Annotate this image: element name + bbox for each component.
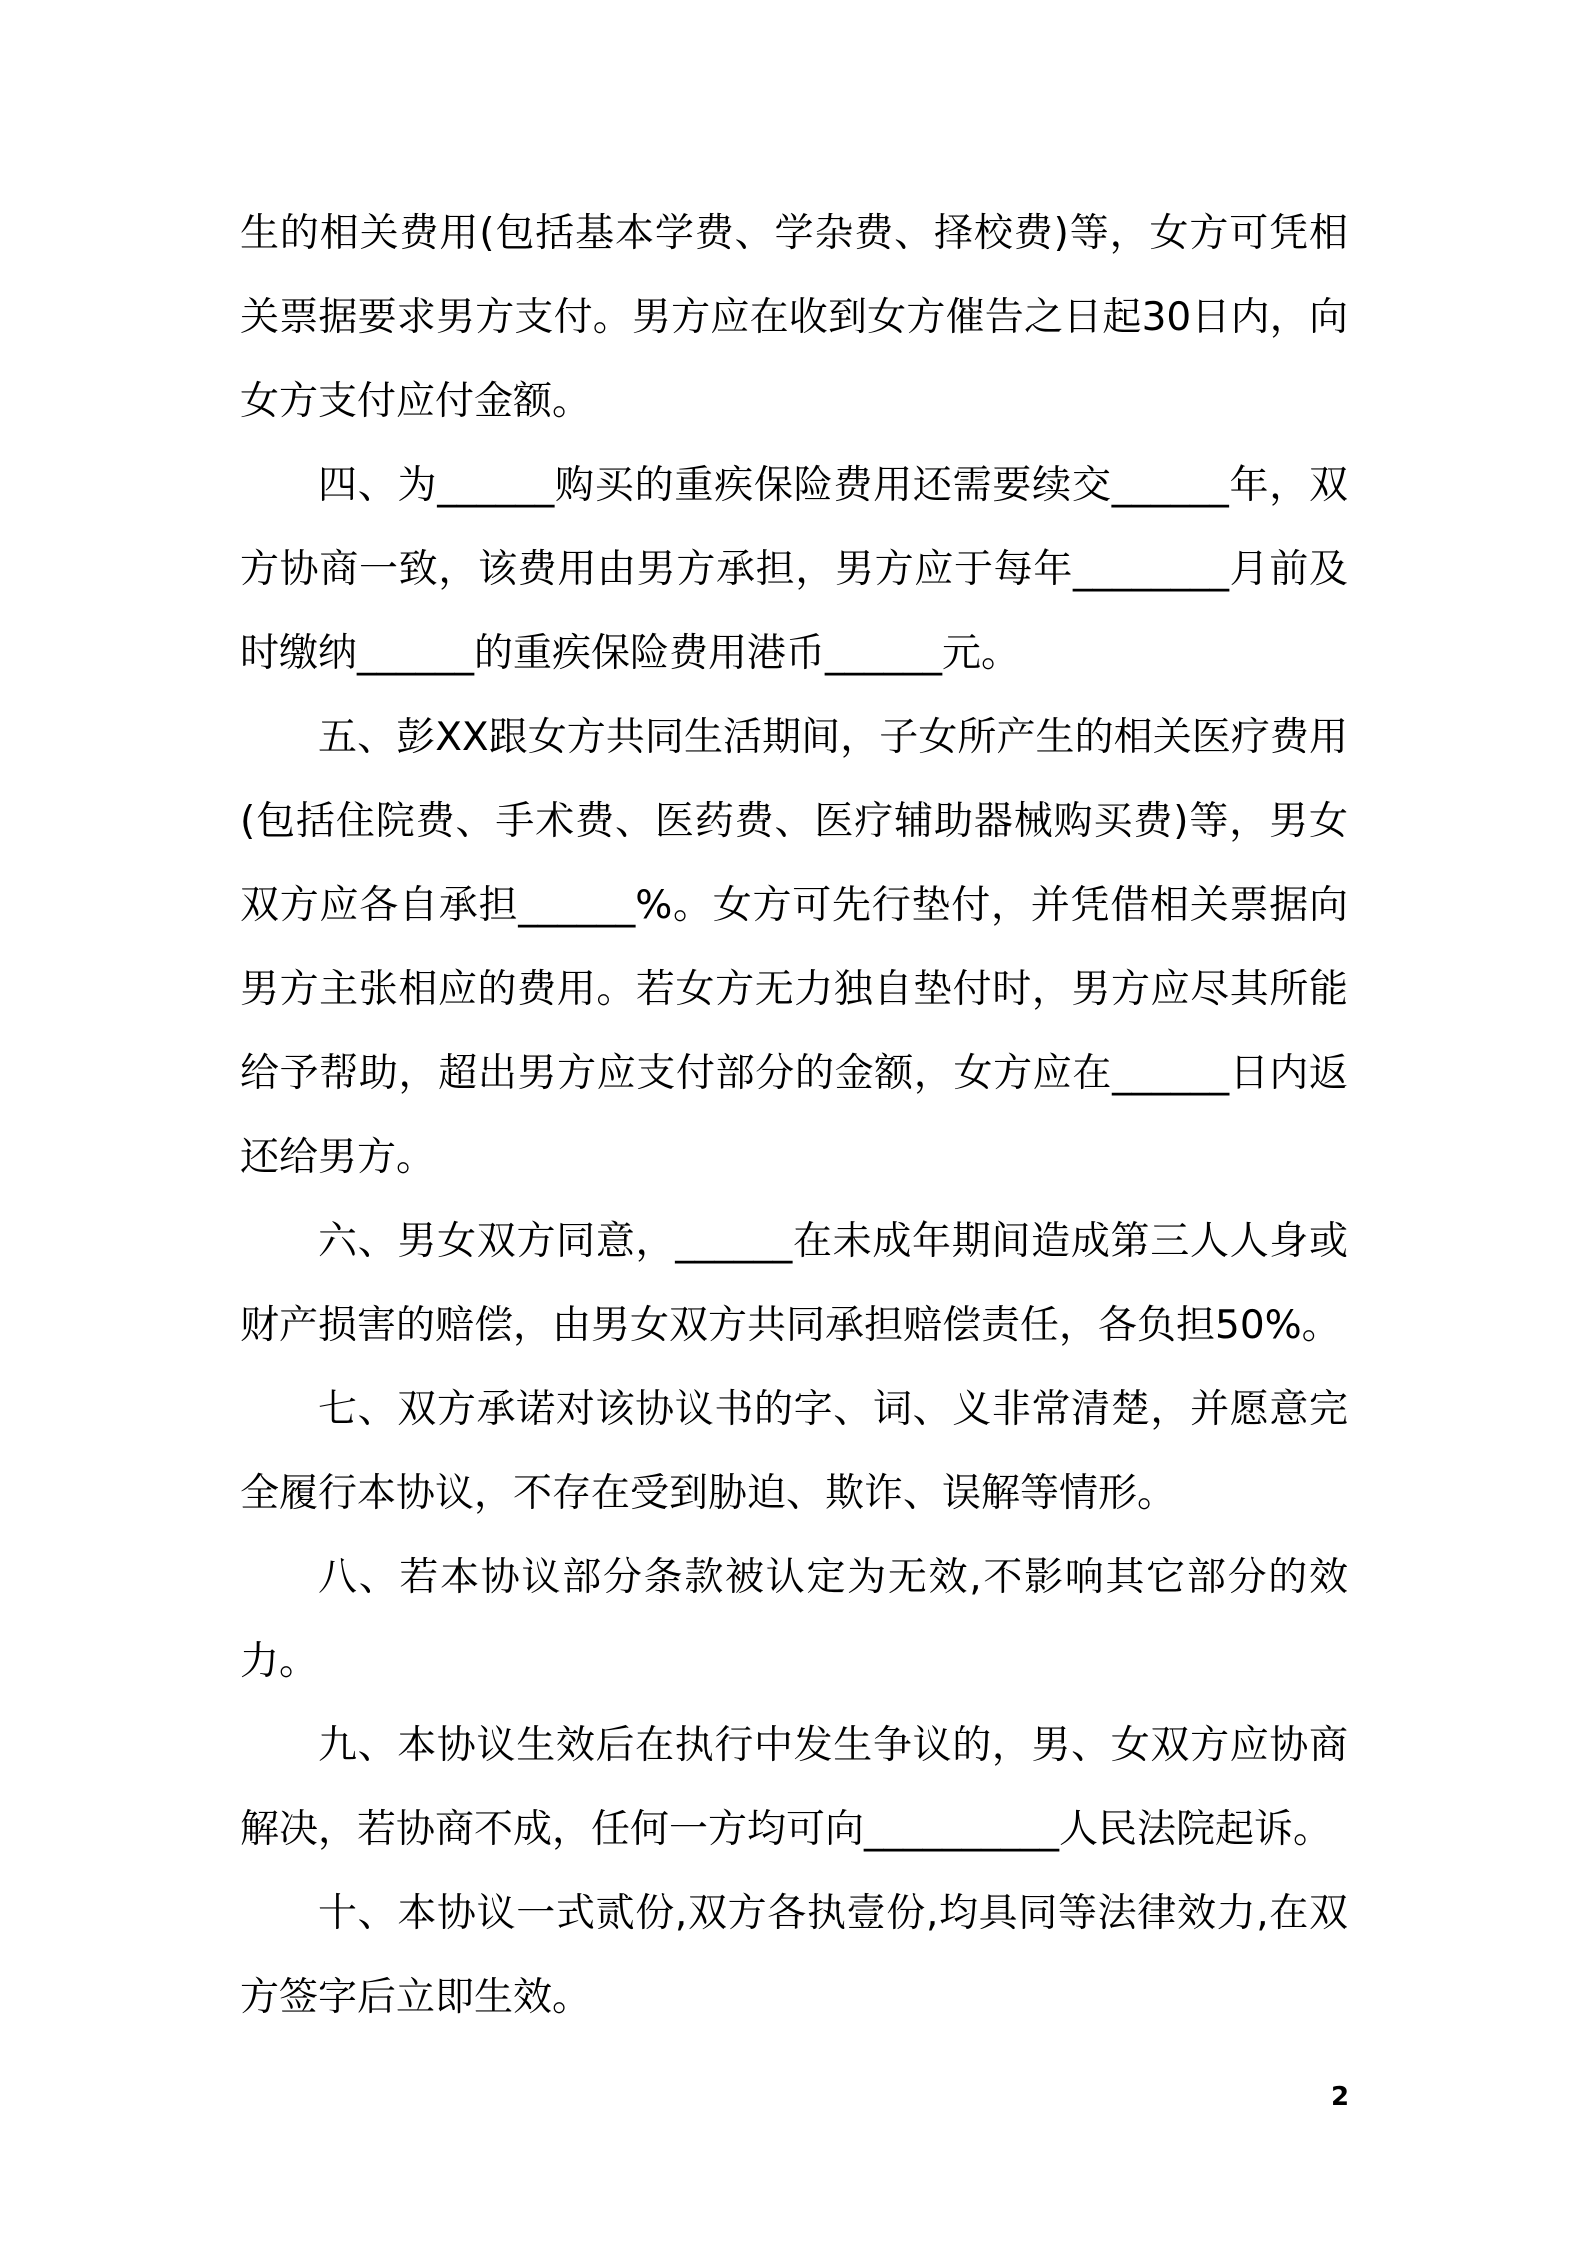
paragraph-clause-5: 五、彭XX跟女方共同生活期间，子女所产生的相关医疗费用(包括住院费、手术费、医药费、医疗辅助器械购买费)等，男女双方应各自承担______%。女方可先行垫付，并凭借相关票据向男方主张相应的费用。若女方无力独自垫付时，男方应尽其所能给予帮助，超出男方应支付部分的金额，女方应在______日内返还给男方。 xyxy=(240,715,1348,1180)
paragraph-clause-6: 六、男女双方同意，______在未成年期间造成第三人人身或财产损害的赔偿，由男女双方共同承担赔偿责任，各负担50%。 xyxy=(240,1219,1348,1348)
paragraph-continuation: 生的相关费用(包括基本学费、学杂费、择校费)等，女方可凭相关票据要求男方支付。男方应在收到女方催告之日起30日内，向女方支付应付金额。 xyxy=(240,211,1348,424)
paragraph-clause-8: 八、若本协议部分条款被认定为无效,不影响其它部分的效力。 xyxy=(240,1555,1348,1684)
document-body xyxy=(240,192,1348,2040)
paragraph-clause-10: 十、本协议一式贰份,双方各执壹份,均具同等法律效力,在双方签字后立即生效。 xyxy=(240,1891,1348,2020)
paragraph-clause-9: 九、本协议生效后在执行中发生争议的，男、女双方应协商解决，若协商不成，任何一方均可向__________人民法院起诉。 xyxy=(240,1723,1348,1852)
paragraph-clause-4: 四、为______购买的重疾保险费用还需要续交______年，双方协商一致，该费用由男方承担，男方应于每年________月前及时缴纳______的重疾保险费用港币______元。 xyxy=(240,463,1348,676)
paragraph-clause-7: 七、双方承诺对该协议书的字、词、义非常清楚，并愿意完全履行本协议，不存在受到胁迫、欺诈、误解等情形。 xyxy=(240,1387,1348,1516)
page-number: 2 xyxy=(1330,2082,1350,2112)
